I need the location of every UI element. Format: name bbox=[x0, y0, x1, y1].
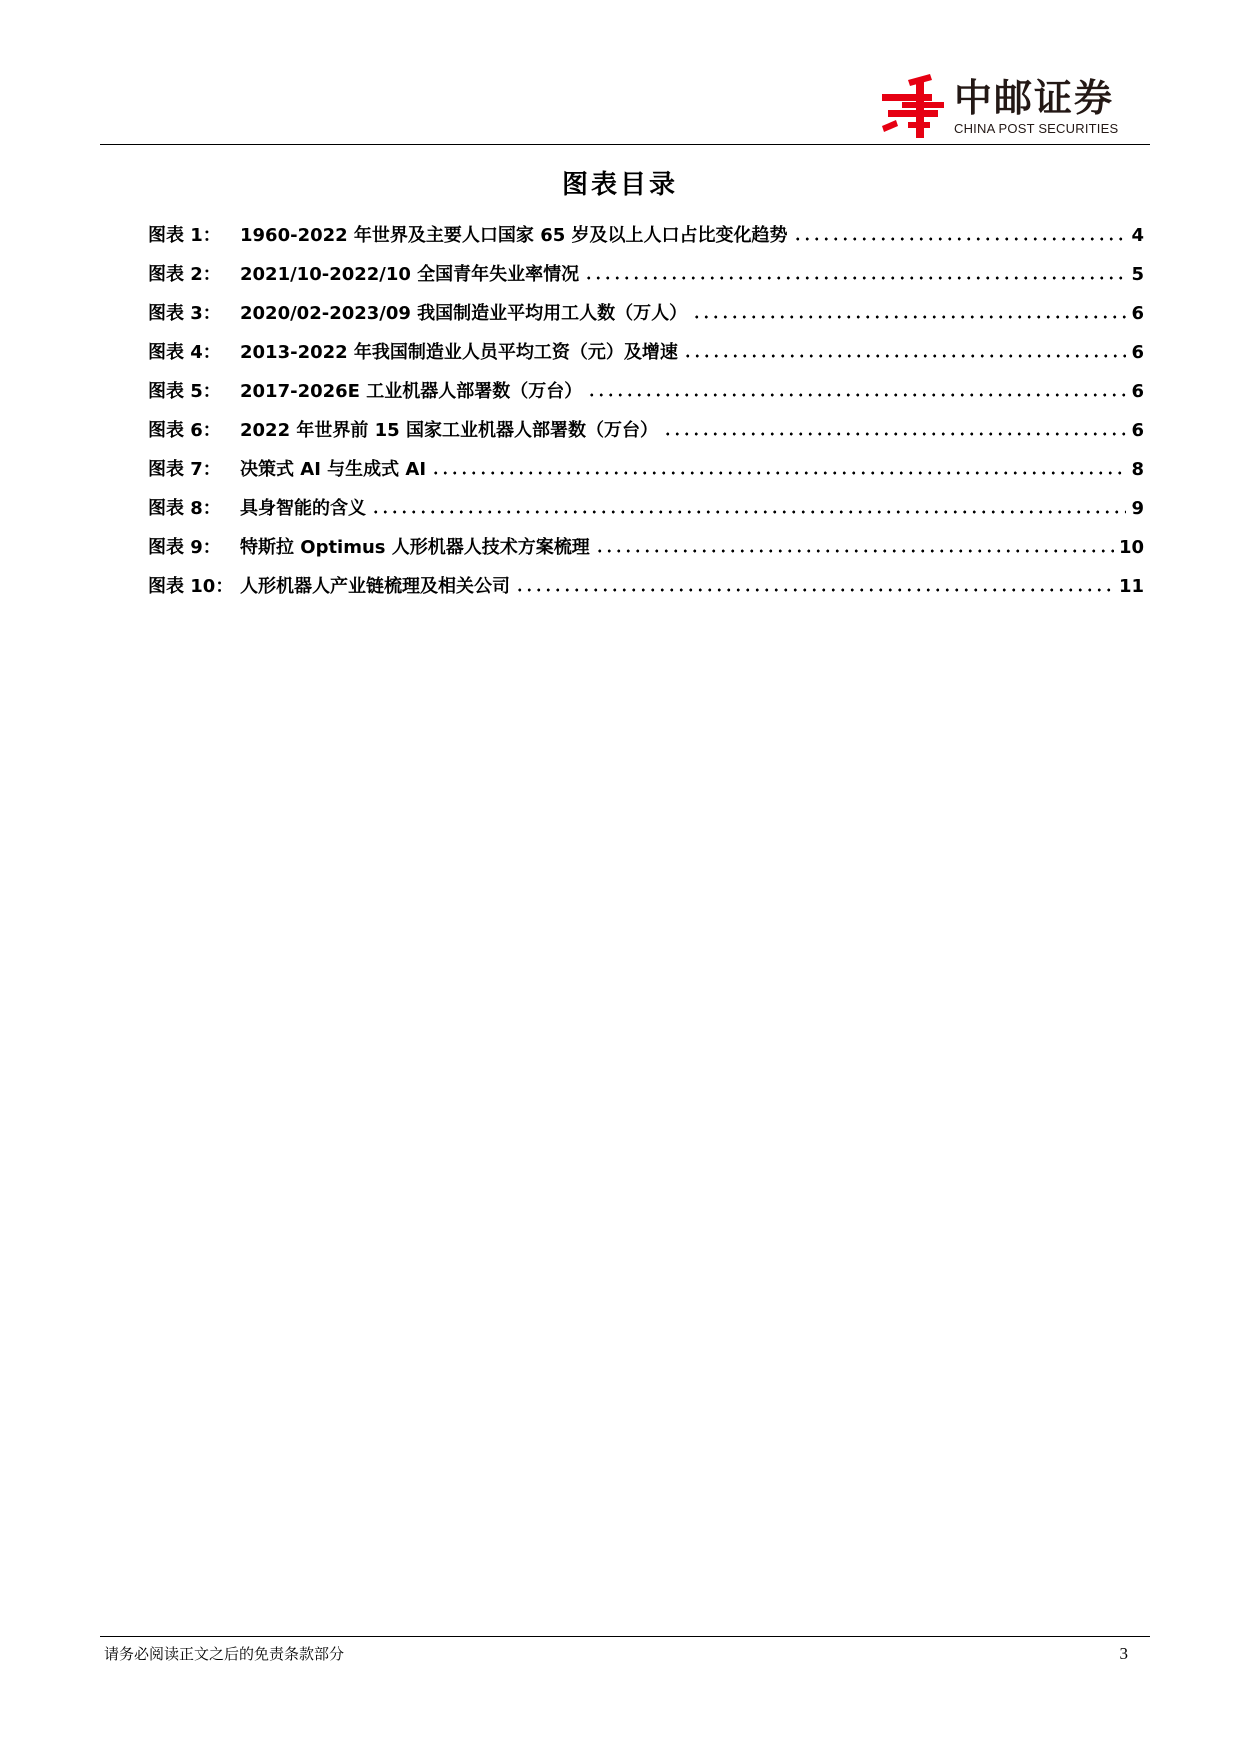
toc-entry-label: 图表 7： bbox=[148, 459, 221, 480]
toc-dot-leader bbox=[595, 535, 1114, 553]
toc-entry-label: 图表 4： bbox=[148, 342, 221, 363]
toc-dot-leader bbox=[431, 457, 1126, 475]
toc-entry-page: 6 bbox=[1131, 342, 1144, 363]
toc-entry-title: 人形机器人产业链梳理及相关公司 bbox=[240, 576, 510, 597]
toc-entry-title: 2017-2026E 工业机器人部署数（万台） bbox=[240, 381, 583, 402]
toc-entry-10[interactable] bbox=[148, 573, 1144, 612]
toc-entry-page: 11 bbox=[1118, 576, 1144, 597]
toc-entry-page: 5 bbox=[1131, 264, 1144, 285]
toc-entry-page: 6 bbox=[1131, 420, 1144, 441]
toc-entry-title: 特斯拉 Optimus 人形机器人技术方案梳理 bbox=[240, 537, 590, 558]
toc-dot-leader bbox=[663, 418, 1127, 436]
toc-entry-page: 9 bbox=[1131, 498, 1144, 519]
toc-entry-label: 图表 6： bbox=[148, 420, 221, 441]
toc-entry-label: 图表 10： bbox=[148, 576, 234, 597]
toc-entry-page: 10 bbox=[1118, 537, 1144, 558]
page-header bbox=[0, 0, 1240, 146]
toc-entry-page: 6 bbox=[1131, 381, 1144, 402]
toc-entry-title: 具身智能的含义 bbox=[240, 498, 366, 519]
toc-dot-leader bbox=[692, 301, 1126, 319]
brand-name-cn: 中邮证券 bbox=[954, 76, 1115, 120]
toc-entry-title: 2021/10-2022/10 全国青年失业率情况 bbox=[240, 264, 580, 285]
toc-entry-2[interactable] bbox=[148, 261, 1144, 300]
footer-divider bbox=[100, 1636, 1150, 1637]
toc-dot-leader bbox=[793, 223, 1127, 241]
toc-entry-page: 4 bbox=[1131, 225, 1144, 246]
page-number: 3 bbox=[1119, 1644, 1128, 1663]
toc-entry-label: 图表 5： bbox=[148, 381, 221, 402]
toc-entry-7[interactable] bbox=[148, 456, 1144, 495]
toc-entry-title: 1960-2022 年世界及主要人口国家 65 岁及以上人口占比变化趋势 bbox=[240, 225, 788, 246]
toc-entry-label: 图表 8： bbox=[148, 498, 221, 519]
toc-entry-3[interactable] bbox=[148, 300, 1144, 339]
toc-entry-label: 图表 9： bbox=[148, 537, 221, 558]
toc-dot-leader bbox=[683, 340, 1127, 358]
toc-entry-1[interactable] bbox=[148, 222, 1144, 261]
toc-dot-leader bbox=[371, 496, 1126, 514]
header-divider bbox=[100, 144, 1150, 145]
toc-entry-title: 2020/02-2023/09 我国制造业平均用工人数（万人） bbox=[240, 303, 688, 324]
toc-dot-leader bbox=[584, 262, 1126, 280]
toc-entry-label: 图表 3： bbox=[148, 303, 221, 324]
brand-logo bbox=[882, 72, 1152, 140]
toc-dot-leader bbox=[515, 574, 1114, 592]
toc-entry-title: 2022 年世界前 15 国家工业机器人部署数（万台） bbox=[240, 420, 658, 441]
toc-entry-title: 2013-2022 年我国制造业人员平均工资（元）及增速 bbox=[240, 342, 678, 363]
toc-dot-leader bbox=[587, 379, 1126, 397]
toc-entry-title: 决策式 AI 与生成式 AI bbox=[240, 459, 427, 480]
brand-name-en: CHINA POST SECURITIES bbox=[954, 121, 1119, 136]
toc-entry-6[interactable] bbox=[148, 417, 1144, 456]
toc-title: 图表目录 bbox=[561, 170, 678, 200]
toc-entry-page: 8 bbox=[1131, 459, 1144, 480]
toc-entry-page: 6 bbox=[1131, 303, 1144, 324]
disclaimer-note: 请务必阅读正文之后的免责条款部分 bbox=[104, 1645, 345, 1663]
toc-entry-label: 图表 2： bbox=[148, 264, 221, 285]
toc-entry-label: 图表 1： bbox=[148, 225, 221, 246]
toc-entry-4[interactable] bbox=[148, 339, 1144, 378]
china-post-logo-icon bbox=[882, 72, 944, 140]
toc-entry-8[interactable] bbox=[148, 495, 1144, 534]
toc-entry-9[interactable] bbox=[148, 534, 1144, 573]
toc-list bbox=[148, 222, 1144, 612]
toc-entry-5[interactable] bbox=[148, 378, 1144, 417]
